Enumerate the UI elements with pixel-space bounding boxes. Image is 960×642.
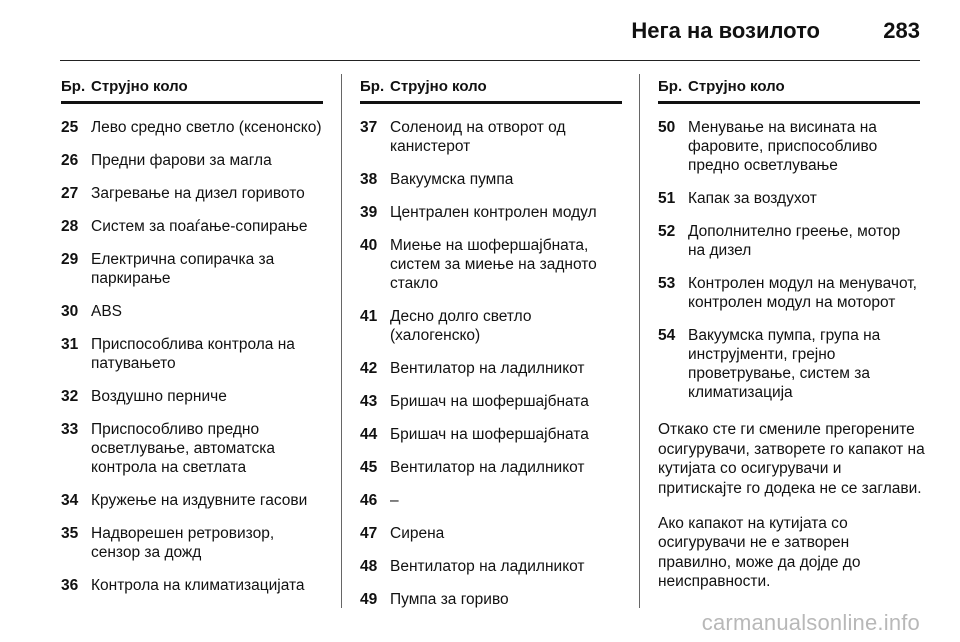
fuse-number: 40 xyxy=(360,237,378,254)
header-circuit: Струјно коло xyxy=(688,78,785,95)
circuit-name: Загревање на дизел горивото xyxy=(91,185,305,202)
header-number: Бр. xyxy=(658,78,683,95)
fuse-number: 52 xyxy=(658,223,676,240)
table-row xyxy=(360,524,622,543)
circuit-name: Предни фарови за магла xyxy=(91,152,272,169)
circuit-name: Вентилатор на ладилникот xyxy=(390,360,585,377)
table-row xyxy=(360,203,622,222)
header-circuit: Струјно коло xyxy=(91,78,188,95)
table-row xyxy=(360,590,622,609)
circuit-name: Надворешен ретровизор, сензор за дожд xyxy=(91,525,275,561)
fuse-number: 51 xyxy=(658,190,676,207)
table-row xyxy=(61,184,323,203)
table-row xyxy=(360,392,622,411)
circuit-name: Вентилатор на ладилникот xyxy=(390,558,585,575)
circuit-name: Бришач на шофершајбната xyxy=(390,426,589,443)
fuse-number: 34 xyxy=(61,492,79,509)
fuse-table-column-2 xyxy=(360,78,622,609)
circuit-name: Електрична сопирачка за паркирање xyxy=(91,251,275,287)
table-row xyxy=(658,326,920,402)
circuit-name: Сирена xyxy=(390,525,445,542)
circuit-name: Дополнително греење, мотор на дизел xyxy=(688,223,901,259)
fuse-number: 43 xyxy=(360,393,378,410)
table-row xyxy=(360,491,622,510)
header-circuit: Струјно коло xyxy=(390,78,487,95)
circuit-name: Пумпа за гориво xyxy=(390,591,509,608)
fuse-number: 48 xyxy=(360,558,378,575)
table-row xyxy=(360,359,622,378)
circuit-name: Контрола на климатизацијата xyxy=(91,577,305,594)
table-row xyxy=(61,576,323,595)
instruction-paragraph: Откако сте ги смениле прегорените осигурувачи, затворете го капакот на кутијата со осигурувачи и притискајте го додека не се заглави. xyxy=(658,421,925,497)
header-number: Бр. xyxy=(61,78,86,95)
table-row xyxy=(61,151,323,170)
table-row xyxy=(61,217,323,236)
warning-paragraph: Ако капакот на кутијата со осигурувачи не е затворен правилно, може да дојде до неисправности. xyxy=(658,514,861,590)
fuse-number: 44 xyxy=(360,426,378,443)
table-row xyxy=(61,302,323,321)
fuse-number: 50 xyxy=(658,119,676,136)
table-row xyxy=(61,118,323,137)
fuse-number: 37 xyxy=(360,119,378,136)
circuit-name: Приспособлива контрола на патувањето xyxy=(91,336,295,372)
table-row xyxy=(658,274,920,312)
circuit-name: Вентилатор на ладилникот xyxy=(390,459,585,476)
fuse-number: 30 xyxy=(61,303,79,320)
table-row xyxy=(360,236,622,293)
fuse-number: 36 xyxy=(61,577,79,594)
table-row xyxy=(360,425,622,444)
circuit-name: Лево средно светло (ксенонско) xyxy=(91,119,322,136)
fuse-number: 46 xyxy=(360,492,378,509)
circuit-name: Централен контролен модул xyxy=(390,204,597,221)
circuit-name: Вакуумска пумпа, група на инструјменти, грејно проветрување, систем за климатизација xyxy=(688,327,881,401)
page-number: 283 xyxy=(883,18,920,43)
circuit-name: Бришач на шофершајбната xyxy=(390,393,589,410)
table-row xyxy=(360,307,622,345)
table-row xyxy=(658,222,920,260)
fuse-number: 38 xyxy=(360,171,378,188)
circuit-name: – xyxy=(390,492,399,509)
fuse-number: 26 xyxy=(61,152,79,169)
circuit-name: Контролен модул на менувачот, контролен модул на моторот xyxy=(688,275,917,311)
column-separator xyxy=(341,74,342,608)
fuse-number: 33 xyxy=(61,421,79,438)
circuit-name: Кружење на издувните гасови xyxy=(91,492,308,509)
fuse-number: 45 xyxy=(360,459,378,476)
table-header xyxy=(360,78,622,104)
circuit-name: Десно долго светло (халогенско) xyxy=(390,308,532,344)
table-row xyxy=(61,335,323,373)
table-row xyxy=(360,170,622,189)
fuse-number: 27 xyxy=(61,185,79,202)
circuit-name: Воздушно перниче xyxy=(91,388,227,405)
table-row xyxy=(360,557,622,576)
fuse-number: 54 xyxy=(658,327,676,344)
table-header xyxy=(658,78,920,104)
watermark: carmanualsonline.info xyxy=(701,610,920,635)
fuse-number: 35 xyxy=(61,525,79,542)
circuit-name: Систем за поаѓање-сопирање xyxy=(91,218,308,235)
table-row xyxy=(658,118,920,175)
fuse-number: 53 xyxy=(658,275,676,292)
fuse-number: 41 xyxy=(360,308,378,325)
fuse-table-column-3 xyxy=(658,78,925,607)
circuit-name: Соленоид на отворот од канистерот xyxy=(390,119,566,155)
circuit-name: ABS xyxy=(91,303,123,320)
table-row xyxy=(61,491,323,510)
table-row xyxy=(658,189,920,208)
table-row xyxy=(61,250,323,288)
page-header-title: Нега на возилото xyxy=(631,18,820,43)
fuse-number: 49 xyxy=(360,591,378,608)
circuit-name: Капак за воздухот xyxy=(688,190,817,207)
table-row xyxy=(61,420,323,477)
circuit-name: Вакуумска пумпа xyxy=(390,171,514,188)
circuit-name: Менување на висината на фаровите, приспособливо предно осветлување xyxy=(688,119,878,174)
circuit-name: Миење на шофершајбната, систем за миење на задното стакло xyxy=(390,237,597,292)
column-separator xyxy=(639,74,640,608)
fuse-number: 47 xyxy=(360,525,378,542)
header-number: Бр. xyxy=(360,78,385,95)
header-rule xyxy=(60,60,920,61)
fuse-number: 42 xyxy=(360,360,378,377)
fuse-number: 25 xyxy=(61,119,79,136)
table-row xyxy=(61,387,323,406)
fuse-table-column-1 xyxy=(61,78,323,595)
fuse-number: 29 xyxy=(61,251,79,268)
table-row xyxy=(61,524,323,562)
table-row xyxy=(360,458,622,477)
circuit-name: Приспособливо предно осветлување, автоматска контрола на светлата xyxy=(91,421,276,476)
fuse-number: 39 xyxy=(360,204,378,221)
table-row xyxy=(360,118,622,156)
fuse-number: 28 xyxy=(61,218,79,235)
table-header xyxy=(61,78,323,104)
fuse-number: 32 xyxy=(61,388,79,405)
fuse-number: 31 xyxy=(61,336,79,353)
